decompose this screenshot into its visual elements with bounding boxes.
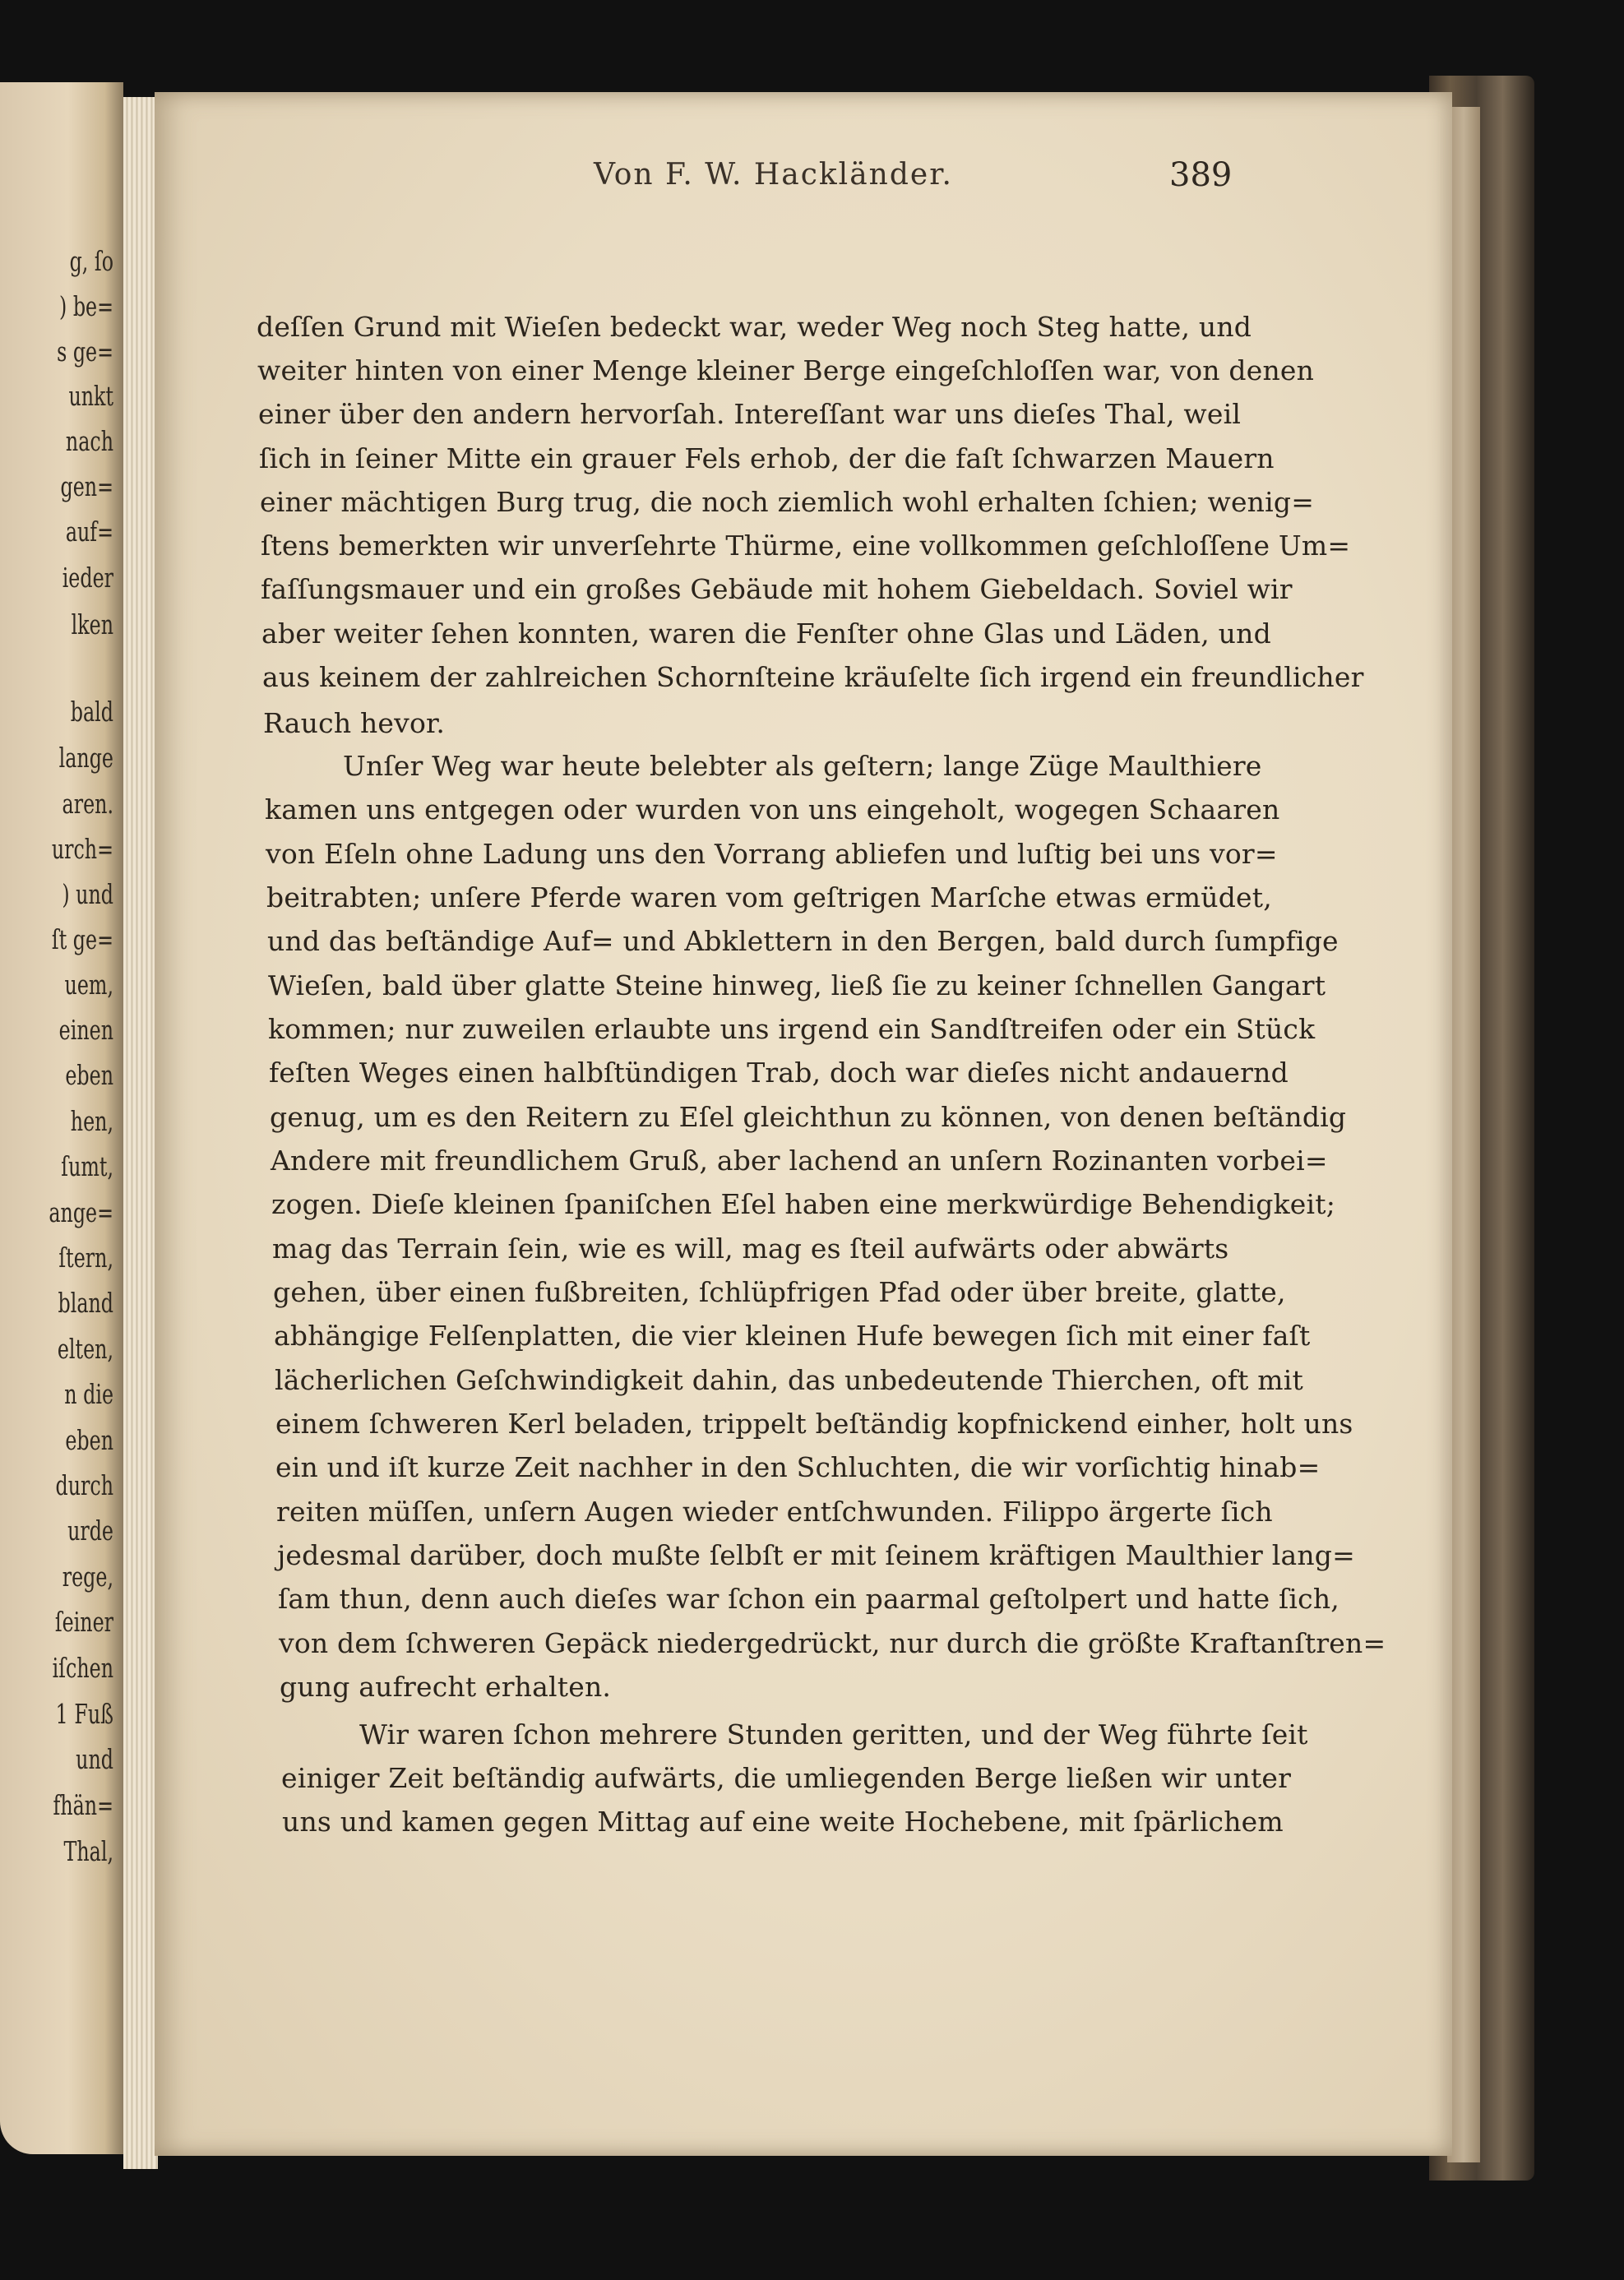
text-line: von Eſeln ohne Ladung uns den Vorrang abliefen und luſtig bei uns vor= <box>266 838 1278 870</box>
text-line: ſam thun, denn auch dieſes war ſchon ein paarmal geſtolpert und hatte ſich, <box>278 1583 1339 1615</box>
text-line: feſten Weges einen halbſtündigen Trab, doch war dieſes nicht andauernd <box>269 1057 1289 1089</box>
previous-page-fragment: ) und <box>62 878 113 910</box>
text-line: lächerlichen Geſchwindigkeit dahin, das unbedeutende Thierchen, oft mit <box>275 1364 1303 1396</box>
previous-page-fragment: bald <box>70 696 113 728</box>
text-line: ſich in ſeiner Mitte ein grauer Fels erhob, der die faſt ſchwarzen Mauern <box>259 442 1275 474</box>
text-line: reiten müſſen, unſern Augen wieder entſchwunden. Filippo ärgerte ſich <box>276 1496 1273 1528</box>
previous-page-fragment: urde <box>67 1515 113 1547</box>
previous-page-fragment: urch= <box>51 833 113 865</box>
previous-page-fragment: aren. <box>62 788 113 820</box>
previous-page-fragment: lken <box>71 608 113 641</box>
text-line: einer über den andern hervorſah. Intereſſant war uns dieſes Thal, weil <box>258 398 1242 430</box>
text-line: Andere mit freundlichem Gruß, aber lachend an unſern Rozinanten vorbei= <box>271 1145 1328 1177</box>
text-line: abhängige Felſenplatten, die vier kleinen Hufe bewegen ſich mit einer faſt <box>274 1320 1311 1352</box>
text-line: einer mächtigen Burg trug, die noch ziemlich wohl erhalten ſchien; wenig= <box>260 486 1315 518</box>
previous-page-fragment: gen= <box>60 470 113 502</box>
page-number: 389 <box>1169 156 1233 194</box>
text-line: beitrabten; unſere Pferde waren vom geſtrigen Marſche etwas ermüdet, <box>266 881 1272 913</box>
text-line: mag das Terrain ſein, wie es will, mag es ſteil aufwärts oder abwärts <box>272 1232 1229 1265</box>
previous-page-fragment: n die <box>64 1378 113 1410</box>
previous-page-fragment: eben <box>65 1059 113 1091</box>
previous-page-fragment: hen, <box>70 1105 113 1137</box>
previous-page-fragment: ſt ge= <box>51 923 114 955</box>
text-line: gehen, über einen fußbreiten, ſchlüpfrigen Pfad oder über breite, glatte, <box>273 1276 1286 1308</box>
text-line: von dem ſchweren Gepäck niedergedrückt, nur durch die größte Kraftanſtren= <box>279 1627 1386 1659</box>
text-line: gung aufrecht erhalten. <box>280 1671 612 1703</box>
text-line: Unſer Weg war heute belebter als geſtern; lange Züge Maulthiere <box>343 750 1262 782</box>
previous-page-fragment: nach <box>65 425 113 457</box>
previous-page-fragment: eben <box>65 1424 113 1456</box>
previous-page-fragment: ) be= <box>58 290 113 322</box>
text-line: einiger Zeit beſtändig aufwärts, die umliegenden Berge ließen wir unter <box>281 1762 1292 1794</box>
text-line: und das beſtändige Auf= und Abklettern in den Bergen, bald durch ſumpfige <box>267 925 1339 957</box>
text-line: einem ſchweren Kerl beladen, trippelt beſtändig kopfnickend einher, holt uns <box>275 1408 1353 1440</box>
text-line: kommen; nur zuweilen erlaubte uns irgend ein Sandſtreifen oder ein Stück <box>268 1013 1316 1045</box>
text-line: ſtens bemerkten wir unverſehrte Thürme, eine vollkommen geſchloſſene Um= <box>261 530 1351 562</box>
previous-page-fragment: einen <box>58 1014 113 1046</box>
previous-page-fragment: ſeiner <box>54 1606 113 1638</box>
text-line: kamen uns entgegen oder wurden von uns eingeholt, wogegen Schaaren <box>265 793 1280 826</box>
text-line: aber weiter ſehen konnten, waren die Fenſter ohne Glas und Läden, und <box>261 617 1271 650</box>
previous-page-fragment: s ge= <box>57 335 113 368</box>
text-line: faſſungsmauer und ein großes Gebäude mit hohem Giebeldach. Soviel wir <box>261 573 1293 605</box>
text-line: Wieſen, bald über glatte Steine hinweg, ließ ſie zu keiner ſchnellen Gangart <box>268 969 1326 1001</box>
text-line: deſſen Grund mit Wieſen bedeckt war, weder Weg noch Steg hatte, und <box>257 311 1252 343</box>
previous-page-fragment: ſtern, <box>58 1242 113 1274</box>
previous-page-fragment: lange <box>58 742 113 774</box>
previous-page-fragment: ange= <box>49 1196 113 1228</box>
text-line: zogen. Dieſe kleinen ſpaniſchen Eſel haben eine merkwürdige Behendigkeit; <box>271 1188 1336 1220</box>
text-line: weiter hinten von einer Menge kleiner Berge eingeſchloſſen war, von denen <box>257 354 1315 386</box>
previous-page-fragment: bland <box>58 1287 113 1319</box>
text-line: genug, um es den Reitern zu Eſel gleichthun zu können, von denen beſtändig <box>270 1101 1347 1133</box>
text-line: uns und kamen gegen Mittag auf eine weite Hochebene, mit ſpärlichem <box>282 1806 1284 1838</box>
previous-page-fragment: unkt <box>68 380 113 412</box>
previous-page-fragment: elten, <box>57 1333 113 1365</box>
previous-page-fragment: und <box>76 1743 113 1775</box>
previous-page-fragment: Thal, <box>63 1835 113 1867</box>
previous-page-fragment: g, ſo <box>69 245 113 277</box>
previous-page-fragment: auf= <box>65 516 113 548</box>
text-line: jedesmal darüber, doch mußte ſelbſt er mit ſeinem kräftigen Maulthier lang= <box>277 1539 1355 1571</box>
previous-page-fragment: ieder <box>62 562 113 594</box>
text-line: Rauch hevor. <box>263 707 446 739</box>
previous-page-fragment: durch <box>55 1469 113 1501</box>
previous-page-fragment: iſchen <box>52 1652 113 1684</box>
previous-page-fragment: fhän= <box>53 1789 113 1821</box>
text-line: aus keinem der zahlreichen Schornſteine kräuſelte ſich irgend ein freundlicher <box>262 661 1364 693</box>
text-line: ein und iſt kurze Zeit nachher in den Schluchten, die wir vorſichtig hinab= <box>275 1451 1321 1483</box>
text-line: Wir waren ſchon mehrere Stunden geritten, und der Weg führte ſeit <box>359 1718 1308 1750</box>
previous-page-fragment: 1 Fuß <box>55 1698 113 1730</box>
previous-page-fragment: rege, <box>62 1561 113 1593</box>
running-head-title: Von F. W. Hackländer. <box>594 158 953 192</box>
previous-page-fragment: ſumt, <box>61 1150 113 1182</box>
previous-page-fragment: uem, <box>64 969 113 1001</box>
